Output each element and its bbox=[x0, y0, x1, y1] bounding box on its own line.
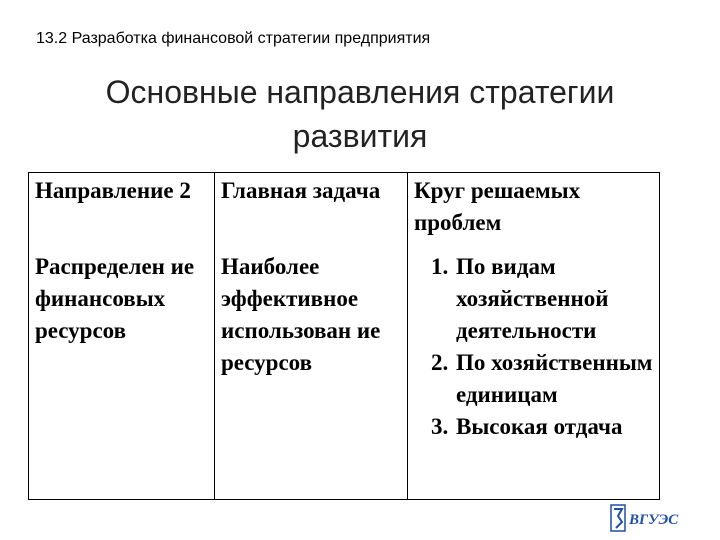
cell-problems bbox=[408, 249, 660, 500]
problems-list bbox=[414, 251, 653, 443]
cell-direction: Распределен ие финансовых ресурсов bbox=[29, 249, 215, 500]
logo-text: ВГУЭС bbox=[629, 512, 679, 528]
cell-task: Наиболее эффективное использован ие ресурсов bbox=[215, 249, 408, 500]
header-problems: Круг решаемых проблем bbox=[408, 173, 660, 250]
problem-item: 3. Высокая отдача bbox=[454, 411, 653, 443]
slide-title bbox=[0, 70, 720, 158]
table-row bbox=[29, 249, 660, 500]
logo-graphic bbox=[610, 504, 680, 532]
header-task: Главная задача bbox=[215, 173, 408, 250]
section-subtitle: 13.2 Разработка финансовой стратегии предприятия bbox=[36, 30, 431, 47]
university-logo bbox=[610, 504, 680, 532]
strategy-table bbox=[28, 172, 660, 500]
table-header-row bbox=[29, 173, 660, 250]
problem-item: 1. По видам хозяйственной деятельности bbox=[454, 251, 653, 347]
slide-title-line2: развития bbox=[292, 118, 428, 154]
slide-title-line1: Основные направления стратегии bbox=[105, 74, 615, 110]
problem-item: 2. По хозяйственным единицам bbox=[454, 347, 653, 411]
header-direction: Направление 2 bbox=[29, 173, 215, 250]
